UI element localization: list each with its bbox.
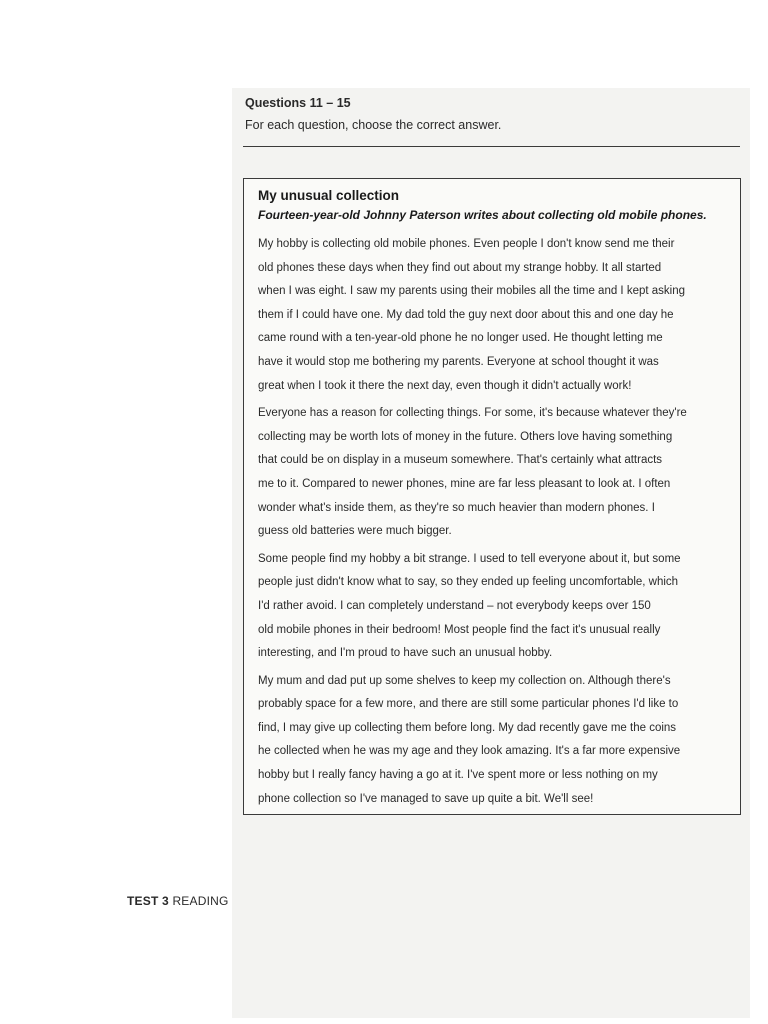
questions-heading: Questions 11 – 15 xyxy=(245,96,351,110)
paragraph-line: I'd rather avoid. I can completely understand – not everybody keeps over 150 xyxy=(258,599,651,612)
paragraph-line: old mobile phones in their bedroom! Most people find the fact it's unusual really xyxy=(258,623,661,636)
paragraph-line: wonder what's inside them, as they're so much heavier than modern phones. I xyxy=(258,501,655,514)
paragraph-line: interesting, and I'm proud to have such an unusual hobby. xyxy=(258,647,553,660)
paragraph-line: he collected when he was my age and they look amazing. It's a far more expensive xyxy=(258,745,681,758)
section-divider xyxy=(243,146,740,147)
paragraph-line: old phones these days when they find out about my strange hobby. It all started xyxy=(258,261,662,274)
paragraph-line: find, I may give up collecting them before long. My dad recently gave me the coins xyxy=(258,721,677,734)
page-footer xyxy=(127,894,229,908)
paragraph-line: probably space for a few more, and there are still some particular phones I'd like to xyxy=(258,698,679,711)
article-paragraph xyxy=(258,402,730,544)
article-paragraph xyxy=(258,233,730,398)
paragraph-line: people just didn't know what to say, so they ended up feeling uncomfortable, which xyxy=(258,576,679,589)
paragraph-line: hobby but I really fancy having a go at it. I've spent more or less nothing on my xyxy=(258,769,658,782)
footer-section-label: READING xyxy=(172,894,229,908)
paragraph-line: me to it. Compared to newer phones, mine are far less pleasant to look at. I often xyxy=(258,477,671,490)
article-paragraph xyxy=(258,670,730,812)
footer-test-label: TEST 3 xyxy=(127,894,169,908)
paragraph-line: came round with a ten-year-old phone he no longer used. He thought letting me xyxy=(258,332,663,345)
paragraph-line: My mum and dad put up some shelves to keep my collection on. Although there's xyxy=(258,674,671,687)
paragraph-line: have it would stop me bothering my parents. Everyone at school thought it was xyxy=(258,355,659,368)
paragraph-line: them if I could have one. My dad told the guy next door about this and one day he xyxy=(258,308,674,321)
article-subtitle: Fourteen-year-old Johnny Paterson writes about collecting old mobile phones. xyxy=(258,208,707,222)
paragraph-line: when I was eight. I saw my parents using their mobiles all the time and I kept asking xyxy=(258,285,685,298)
paragraph-line: that could be on display in a museum somewhere. That's certainly what attracts xyxy=(258,454,663,467)
paragraph-line: Some people find my hobby a bit strange. I used to tell everyone about it, but some xyxy=(258,552,681,565)
article-body xyxy=(258,233,730,815)
paragraph-line: My hobby is collecting old mobile phones. Even people I don't know send me their xyxy=(258,238,675,250)
article-title: My unusual collection xyxy=(258,188,400,203)
paragraph-line: phone collection so I've managed to save up quite a bit. We'll see! xyxy=(258,792,594,805)
paragraph-line: collecting may be worth lots of money in the future. Others love having something xyxy=(258,430,673,443)
article-paragraph xyxy=(258,548,730,666)
questions-instruction: For each question, choose the correct answer. xyxy=(245,118,502,132)
paragraph-line: great when I took it there the next day, even though it didn't actually work! xyxy=(258,379,632,392)
paragraph-line: guess old batteries were much bigger. xyxy=(258,525,452,538)
paragraph-line: Everyone has a reason for collecting things. For some, it's because whatever they're xyxy=(258,407,687,420)
